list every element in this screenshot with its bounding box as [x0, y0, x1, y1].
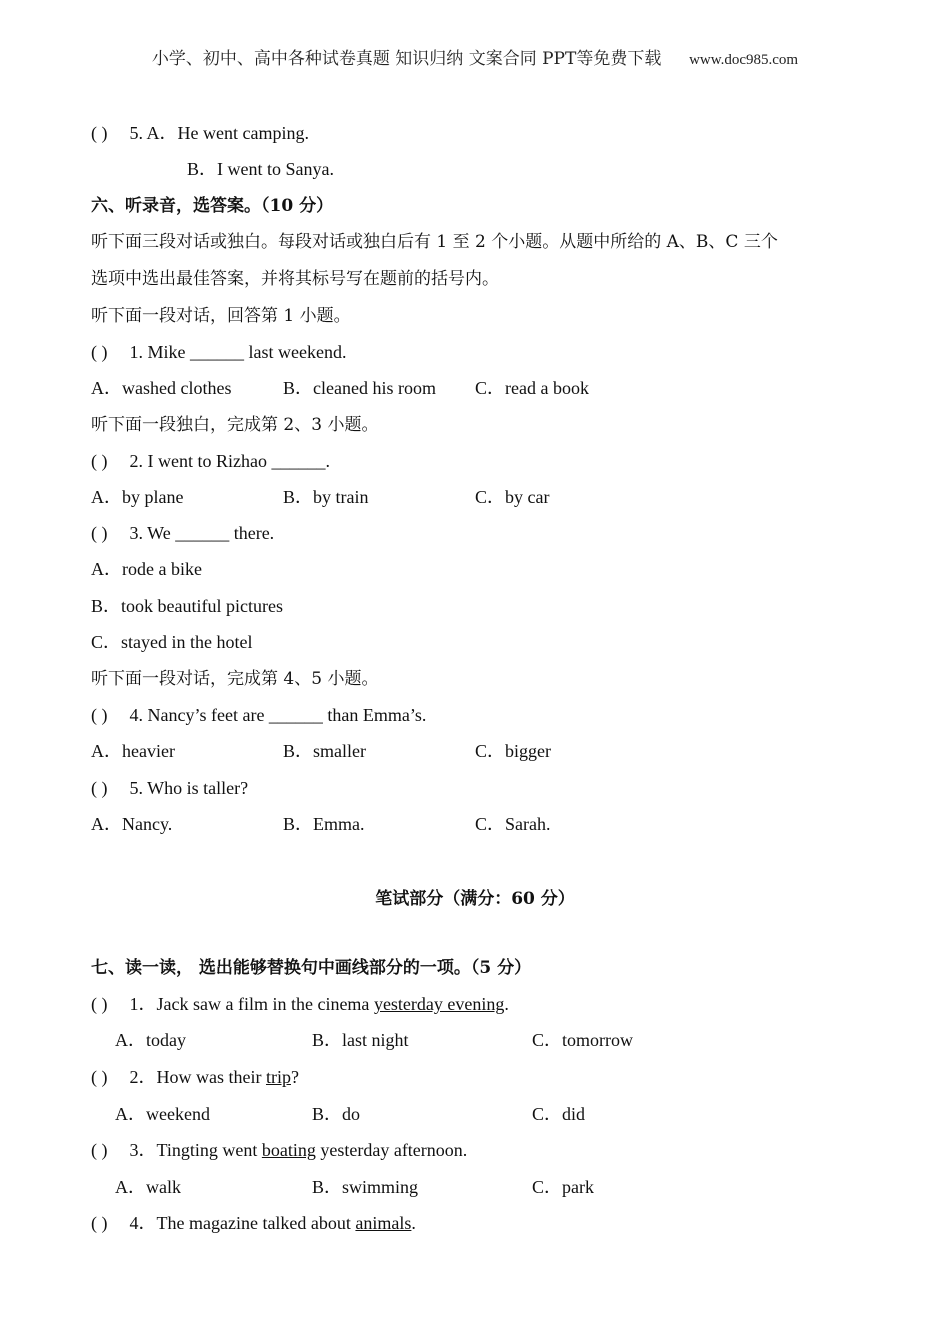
answer-paren: ( ) — [91, 1067, 108, 1087]
s6-question-1 — [91, 340, 346, 364]
written-part-title: 笔试部分（满分：60 分） — [375, 889, 575, 909]
s7-q3-option-c: C．park — [532, 1177, 594, 1197]
section-6-title: 六、听录音，选答案。（10 分） — [91, 196, 334, 216]
section-6-part-3: 听下面一段对话，完成第 4、5 小题。 — [91, 669, 379, 689]
answer-paren: ( ) — [91, 523, 108, 543]
answer-paren: ( ) — [91, 705, 108, 725]
answer-paren: ( ) — [91, 123, 108, 143]
s7-q3-option-a: A．walk — [115, 1177, 181, 1197]
header-url[interactable]: www.doc985.com — [689, 52, 799, 68]
question-text: 2. I went to Rizhao ______. — [129, 451, 330, 471]
question-text-post: ? — [290, 1067, 299, 1087]
question-5-option-b: B．I went to Sanya. — [187, 159, 334, 179]
s6-q2-option-a: A．by plane — [91, 487, 184, 507]
section-6-part-2: 听下面一段独白，完成第 2、3 小题。 — [91, 415, 379, 435]
s7-q2-option-a: A．weekend — [115, 1104, 210, 1124]
s6-q1-option-a: A．washed clothes — [91, 378, 232, 398]
s6-q1-option-c: C．read a book — [475, 378, 589, 398]
s6-q4-option-a: A．heavier — [91, 741, 175, 761]
s7-question-2 — [91, 1065, 299, 1089]
answer-paren: ( ) — [91, 451, 108, 471]
s6-q5-option-b: B．Emma. — [283, 814, 365, 834]
s7-question-1 — [91, 992, 509, 1016]
section-6-instruction-2: 选项中选出最佳答案，并将其标号写在题前的括号内。 — [91, 269, 499, 289]
s6-q5-option-a: A．Nancy. — [91, 814, 173, 834]
s6-question-2 — [91, 449, 330, 473]
header-text: 小学、初中、高中各种试卷真题 知识归纳 文案合同 PPT等免费下载 — [151, 49, 662, 69]
underlined-phrase: boating — [261, 1140, 316, 1160]
s6-q1-option-b: B．cleaned his room — [283, 378, 436, 398]
s6-question-3 — [91, 521, 274, 545]
answer-paren: ( ) — [91, 1213, 108, 1233]
page-header — [0, 44, 950, 69]
s7-question-4 — [91, 1211, 416, 1235]
s7-q3-option-b: B．swimming — [312, 1177, 419, 1197]
s7-q2-option-b: B．do — [312, 1104, 361, 1124]
s6-q3-option-a: A．rode a bike — [91, 559, 202, 579]
answer-paren: ( ) — [91, 1140, 108, 1160]
question-text-post: . — [504, 994, 509, 1014]
s6-q3-option-b: B．took beautiful pictures — [91, 596, 283, 616]
s7-q1-option-b: B．last night — [312, 1030, 409, 1050]
question-text-pre: 1．Jack saw a film in the cinema — [129, 994, 374, 1014]
s6-question-5 — [91, 776, 248, 800]
answer-paren: ( ) — [91, 994, 108, 1014]
s6-q2-option-c: C．by car — [475, 487, 550, 507]
question-text-pre: 4．The magazine talked about — [129, 1213, 356, 1233]
s7-q2-option-c: C．did — [532, 1104, 586, 1124]
question-text-pre: 3．Tingting went — [129, 1140, 262, 1160]
answer-paren: ( ) — [91, 778, 108, 798]
s7-q1-option-a: A．today — [115, 1030, 186, 1050]
question-text: 4. Nancy’s feet are ______ than Emma’s. — [129, 705, 427, 725]
question-text: 5. Who is taller? — [129, 778, 249, 798]
underlined-phrase: yesterday evening — [373, 994, 505, 1014]
question-text: 3. We ______ there. — [129, 523, 275, 543]
underlined-phrase: trip — [265, 1067, 291, 1087]
question-text-post: yesterday afternoon. — [315, 1140, 468, 1160]
question-5-line — [91, 121, 309, 145]
s7-question-3 — [91, 1138, 467, 1162]
question-5-option-a: 5. A．He went camping. — [129, 123, 309, 143]
s6-q5-option-c: C．Sarah. — [475, 814, 551, 834]
question-text: 1. Mike ______ last weekend. — [129, 342, 347, 362]
s6-q2-option-b: B．by train — [283, 487, 369, 507]
answer-paren: ( ) — [91, 342, 108, 362]
s7-q1-option-c: C．tomorrow — [532, 1030, 633, 1050]
s6-q4-option-b: B．smaller — [283, 741, 366, 761]
underlined-phrase: animals — [355, 1213, 412, 1233]
question-text-post: . — [411, 1213, 416, 1233]
section-6-instruction-1: 听下面三段对话或独白。每段对话或独白后有 1 至 2 个小题。从题中所给的 A、B、C 三个 — [91, 232, 778, 252]
section-6-part-1: 听下面一段对话，回答第 1 小题。 — [91, 306, 351, 326]
s6-question-4 — [91, 703, 426, 727]
s6-q4-option-c: C．bigger — [475, 741, 551, 761]
s6-q3-option-c: C．stayed in the hotel — [91, 632, 253, 652]
question-text-pre: 2．How was their — [129, 1067, 266, 1087]
section-7-title: 七、读一读， 选出能够替换句中画线部分的一项。（5 分） — [91, 958, 532, 978]
